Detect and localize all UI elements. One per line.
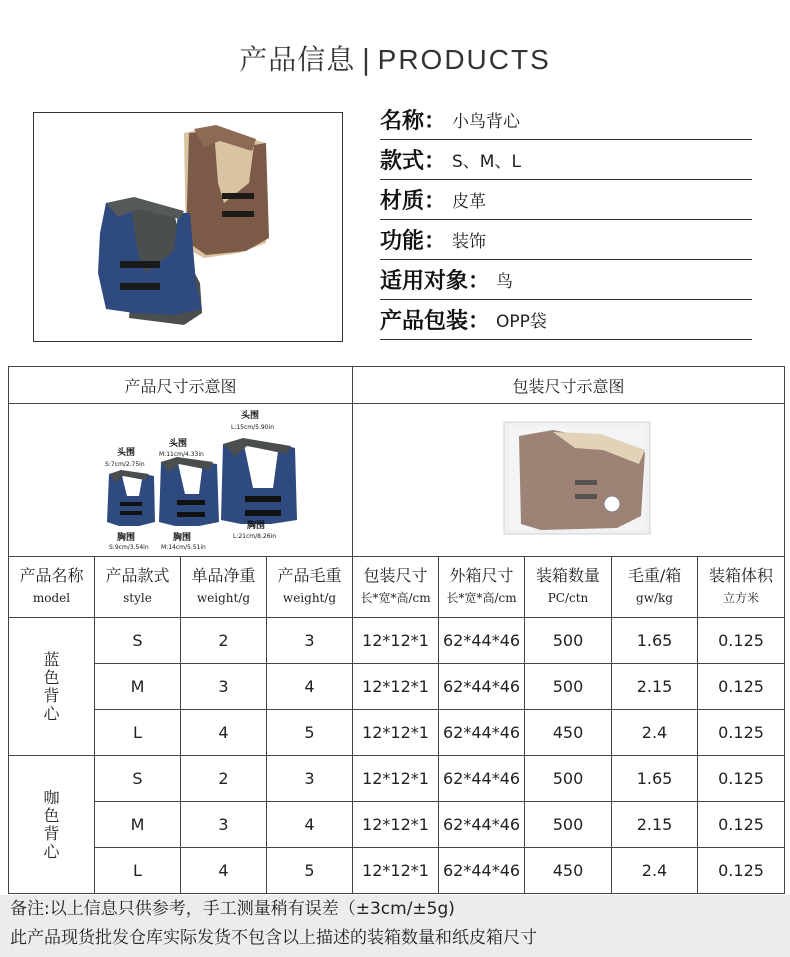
table-cell: 500 (525, 618, 612, 664)
table-cell: 62*44*46 (439, 710, 525, 756)
th-carton-qty: 装箱数量 PC/ctn (525, 557, 612, 618)
note-line-1: 备注:以上信息只供参考，手工测量稍有误差（±3cm/±5g) (10, 899, 455, 919)
table-cell: 450 (525, 710, 612, 756)
info-row-material: 材质： 皮革 (380, 180, 752, 220)
m-head-label: 头围 (169, 439, 188, 449)
table-cell: L (95, 848, 181, 894)
spec-table (8, 366, 785, 894)
table-cell: 12*12*1 (353, 710, 439, 756)
l-head-label: 头围 (241, 411, 260, 421)
package-diagram (353, 404, 785, 557)
table-cell: 0.125 (698, 618, 785, 664)
s-chest-label: 胸围 (117, 533, 136, 543)
table-cell: 2.4 (612, 710, 698, 756)
table-cell: 3 (267, 618, 353, 664)
l-chest-value: L:21cm/8.26in (233, 533, 276, 540)
table-cell: 0.125 (698, 848, 785, 894)
table-cell: M (95, 802, 181, 848)
table-cell: 2.4 (612, 848, 698, 894)
size-diagram (9, 404, 353, 557)
m-chest-value: M:14cm/5.51in (161, 544, 206, 551)
th-net-weight: 单品净重 weight/g (181, 557, 267, 618)
model-cell: 蓝色背心 (9, 618, 95, 756)
table-cell: 450 (525, 848, 612, 894)
table-cell: 12*12*1 (353, 664, 439, 710)
blue-vest-image (98, 197, 202, 325)
title-separator: | (361, 43, 372, 76)
table-cell: 2 (181, 618, 267, 664)
table-cell: 4 (267, 664, 353, 710)
table-cell: 1.65 (612, 756, 698, 802)
table-cell: 0.125 (698, 802, 785, 848)
info-row-style: 款式： S、M、L (380, 140, 752, 180)
th-carton-volume: 装箱体积 立方米 (698, 557, 785, 618)
th-gross-weight: 产品毛重 weight/g (267, 557, 353, 618)
table-cell: 3 (181, 664, 267, 710)
table-cell: 12*12*1 (353, 848, 439, 894)
title-cn: 产品信息 (239, 43, 356, 76)
table-cell: 12*12*1 (353, 618, 439, 664)
table-row (9, 664, 785, 710)
title-en: PRODUCTS (377, 44, 551, 75)
table-cell: 5 (267, 710, 353, 756)
info-row-name: 名称： 小鸟背心 (380, 100, 752, 140)
table-cell: 2.15 (612, 664, 698, 710)
table-cell: 1.65 (612, 618, 698, 664)
table-row (9, 756, 785, 802)
table-row (9, 710, 785, 756)
table-cell: 3 (267, 756, 353, 802)
table-cell: 4 (181, 710, 267, 756)
table-cell: 62*44*46 (439, 664, 525, 710)
s-chest-value: S:9cm/3.54in (109, 544, 149, 551)
note-line-2: 此产品现货批发仓库实际发货不包含以上描述的装箱数量和纸皮箱尺寸 (10, 928, 537, 948)
s-head-label: 头围 (117, 448, 136, 458)
brown-vest-image (184, 125, 269, 258)
table-cell: S (95, 756, 181, 802)
info-row-function: 功能： 装饰 (380, 220, 752, 260)
table-row (9, 848, 785, 894)
table-cell: 12*12*1 (353, 756, 439, 802)
product-photo (33, 112, 343, 342)
table-cell: 500 (525, 756, 612, 802)
package-diagram-title: 包装尺寸示意图 (353, 367, 785, 404)
table-body (9, 618, 785, 894)
table-row (9, 618, 785, 664)
l-head-value: L:15cm/5.90in (231, 424, 274, 431)
table-cell: S (95, 618, 181, 664)
th-carton-weight: 毛重/箱 gw/kg (612, 557, 698, 618)
table-cell: 500 (525, 664, 612, 710)
table-cell: M (95, 664, 181, 710)
table-cell: 62*44*46 (439, 848, 525, 894)
info-row-target: 适用对象： 鸟 (380, 260, 752, 300)
product-info-list (380, 100, 752, 340)
table-cell: 62*44*46 (439, 756, 525, 802)
th-style: 产品款式 style (95, 557, 181, 618)
table-cell: 12*12*1 (353, 802, 439, 848)
table-cell: 4 (267, 802, 353, 848)
th-carton-size: 外箱尺寸 长*宽*高/cm (439, 557, 525, 618)
s-head-value: S:7cm/2.75in (105, 461, 145, 468)
table-cell: 0.125 (698, 710, 785, 756)
size-diagram-title: 产品尺寸示意图 (9, 367, 353, 404)
model-cell: 咖色背心 (9, 756, 95, 894)
info-row-package: 产品包装： OPP袋 (380, 300, 752, 340)
m-head-value: M:11cm/4.33in (159, 451, 204, 458)
table-cell: 0.125 (698, 756, 785, 802)
table-cell: 5 (267, 848, 353, 894)
table-cell: 62*44*46 (439, 618, 525, 664)
notes-section (0, 895, 790, 957)
table-cell: 2 (181, 756, 267, 802)
m-chest-label: 胸围 (173, 533, 192, 543)
table-cell: 3 (181, 802, 267, 848)
l-chest-label: 胸围 (247, 521, 266, 531)
th-package-size: 包装尺寸 长*宽*高/cm (353, 557, 439, 618)
table-cell: 2.15 (612, 802, 698, 848)
table-cell: 500 (525, 802, 612, 848)
table-cell: 4 (181, 848, 267, 894)
table-cell: 62*44*46 (439, 802, 525, 848)
table-row (9, 802, 785, 848)
table-cell: 0.125 (698, 664, 785, 710)
table-cell: L (95, 710, 181, 756)
th-model: 产品名称 model (9, 557, 95, 618)
page-title (0, 38, 790, 78)
